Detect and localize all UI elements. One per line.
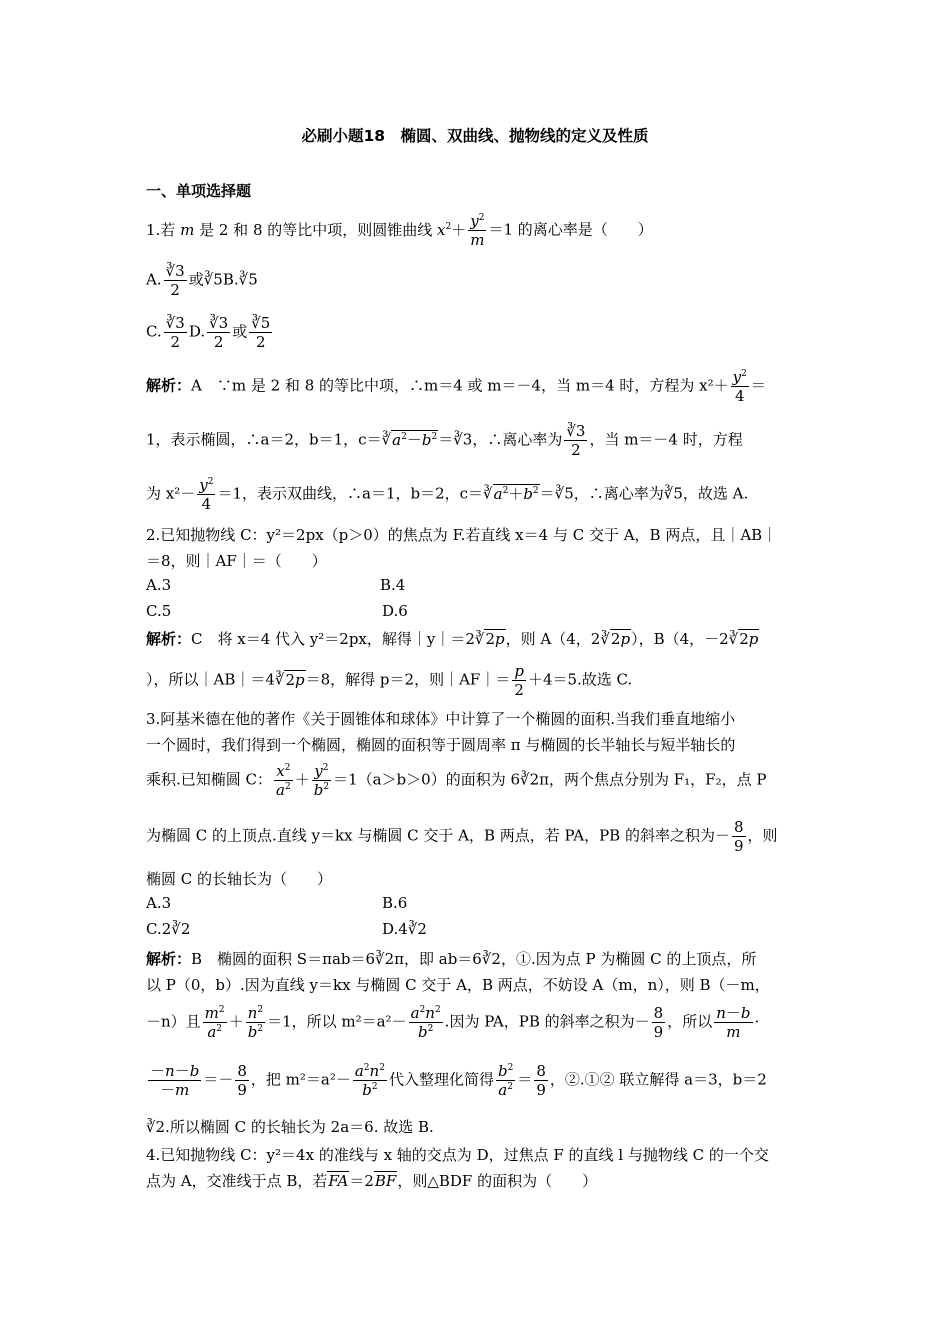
q3-option-b: B.6 <box>382 894 408 912</box>
q1-stem: 1.若 m 是 2 和 8 的等比中项，则圆锥曲线 $x^2+$ $\frac{y^2}{m}$ ＝1 的离心率是（ ） <box>146 212 653 249</box>
q2-option-b: B.4 <box>380 576 406 594</box>
q2-stem-line1: 2.已知抛物线 C：y²＝2px（p＞0）的焦点为 F.若直线 x＝4 与 C 交于 A，B 两点，且｜AB｜ <box>146 526 778 544</box>
q2-solution-line1: 解析：C 将 x＝4 代入 y²＝2px，解得｜y｜＝2∛2p，则 A（4，2∛2p），B（4，－2∛2p <box>146 630 759 648</box>
q3-solution-line4: $\frac{-n-b}{-m}$ ＝－ $\frac{8}{9}$ ，把 m²＝a²－ $\frac{a^2n^2}{b^2}$ 代入整理化简得 $\frac{b^2}{a^2}$ ＝ $\frac{8}{9}$ ，②.①② 联立解得 a＝3，b＝2 <box>150 1062 767 1099</box>
q3-solution-line2: 以 P（0，b）.因为直线 y＝kx 与椭圆 C 交于 A，B 两点，不妨设 A（m，n），则 B（－m， <box>146 976 770 994</box>
q1-options-cd: C. $\frac{∛3}{2}$ D. $\frac{∛3}{2}$ 或 $\frac{∛5}{2}$ <box>146 314 271 351</box>
q3-solution-line3: －n）且 $\frac{m^2}{a^2}$ ＋ $\frac{n^2}{b^2}$ ＝1，所以 m²＝a²－ $\frac{a^2n^2}{b^2}$ .因为 PA，PB 的斜率之积为－ $\frac{8}{9}$ ，所以 $\frac{n-b}{m}$ · <box>146 1004 760 1041</box>
q4-stem-line1: 4.已知抛物线 C：y²＝4x 的准线与 x 轴的交点为 D，过焦点 F 的直线 l 与抛物线 C 的一个交 <box>146 1146 769 1164</box>
section-heading: 一、单项选择题 <box>146 182 252 200</box>
q2-option-d: D.6 <box>382 602 408 620</box>
q2-stem-line2: ＝8，则｜AF｜＝（ ） <box>146 552 327 570</box>
q1-solution-line1: 解析：A ∵m 是 2 和 8 的等比中项，∴m＝4 或 m＝－4，当 m＝4 时，方程为 x²＋ $\frac{y^2}{4}$ ＝ <box>146 368 766 405</box>
q3-option-c: C.2∛2 <box>146 920 191 938</box>
q3-stem-line5: 椭圆 C 的长轴长为（ ） <box>146 870 333 888</box>
q3-solution-line5: ∛2.所以椭圆 C 的长轴长为 2a＝6. 故选 B. <box>146 1118 434 1136</box>
q3-option-d: D.4∛2 <box>382 920 427 938</box>
q1-options-ab: A. $\frac{∛3}{2}$ 或∛5B.∛5 <box>146 262 258 299</box>
q2-solution-line2: ），所以｜AB｜＝4∛2p＝8，解得 p＝2，则｜AF｜＝ $\frac{p}{2}$ ＋4＝5.故选 C. <box>146 662 633 699</box>
q1-solution-line3: 为 x²－ $\frac{y^2}{4}$ ＝1，表示双曲线，∴a＝1，b＝2，$c=∛a^2+b^2=∛5$，∴离心率为∛5，故选 A. <box>146 476 749 513</box>
page-title: 必刷小题18 椭圆、双曲线、抛物线的定义及性质 <box>301 127 649 145</box>
q3-option-a: A.3 <box>146 894 172 912</box>
q2-option-a: A.3 <box>146 576 172 594</box>
q3-solution-line1: 解析：B 椭圆的面积 S＝πab＝6∛2π，即 ab＝6∛2，①.因为点 P 为椭圆 C 的上顶点，所 <box>146 950 757 968</box>
q1-solution-line2: 1，表示椭圆，∴a＝2，b＝1，$c=∛a^2-b^2=∛3$，∴离心率为 $\frac{∛3}{2}$ ，当 m＝－4 时，方程 <box>146 422 743 459</box>
q3-stem-line3: 乘积.已知椭圆 C： $\frac{x^2}{a^2}$ ＋ $\frac{y^2}{b^2}$ ＝1（a＞b＞0）的面积为 6∛2π，两个焦点分别为 F₁，F₂，点 P <box>146 762 767 799</box>
q3-stem-line2: 一个圆时，我们得到一个椭圆，椭圆的面积等于圆周率 π 与椭圆的长半轴长与短半轴长的 <box>146 736 736 754</box>
q3-stem-line1: 3.阿基米德在他的著作《关于圆锥体和球体》中计算了一个椭圆的面积.当我们垂直地缩小 <box>146 710 736 728</box>
q2-option-c: C.5 <box>146 602 172 620</box>
q4-stem-line2: 点为 A，交准线于点 B，若FA＝2BF，则△BDF 的面积为（ ） <box>146 1172 598 1190</box>
q3-stem-line4: 为椭圆 C 的上顶点.直线 y＝kx 与椭圆 C 交于 A，B 两点，若 PA，PB 的斜率之积为－ $\frac{8}{9}$ ，则 <box>146 818 778 855</box>
